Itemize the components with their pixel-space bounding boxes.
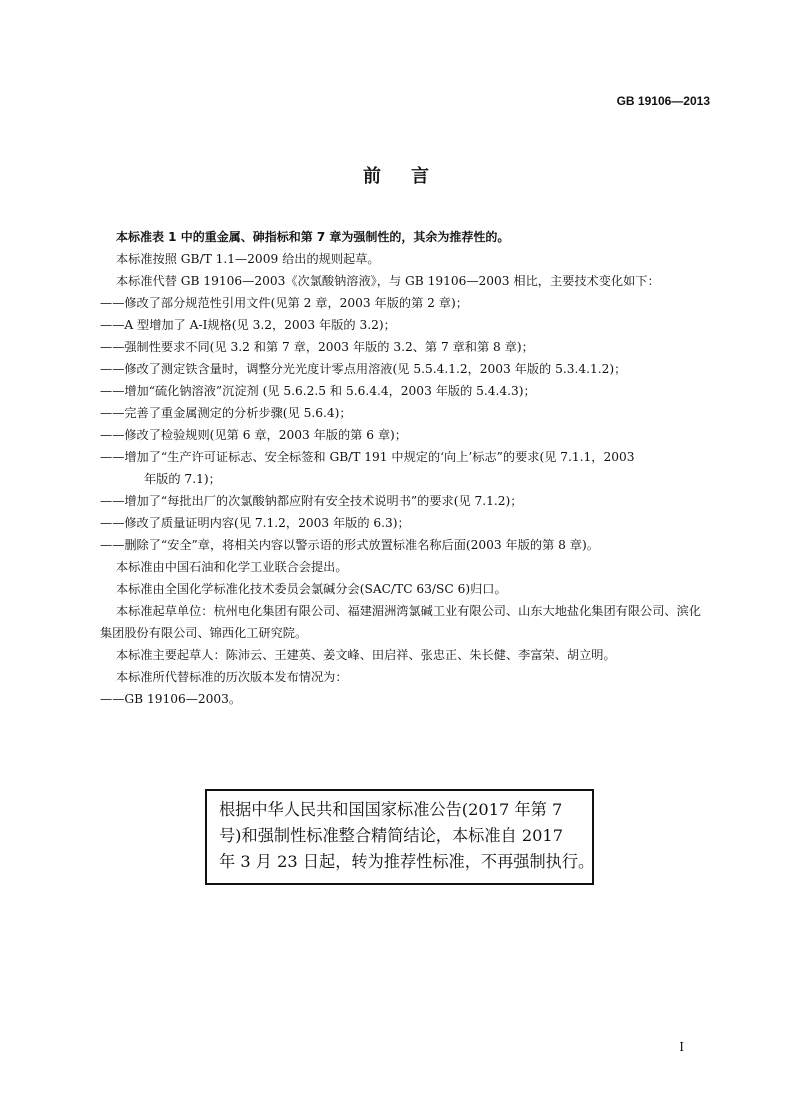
- change-item: ——修改了测定铁含量时，调整分光光度计零点用溶液(见 5.5.4.1.2，2003 年版的 5.3.4.1.2)；: [100, 362, 627, 376]
- committee-paragraph: 本标准由全国化学标准化技术委员会氯碱分会(SAC/TC 63/SC 6)归口。: [116, 582, 507, 596]
- change-item: ——修改了质量证明内容(见 7.1.2，2003 年版的 6.3)；: [100, 516, 410, 530]
- proposer-paragraph: 本标准由中国石油和化学工业联合会提出。: [116, 560, 348, 574]
- notice-line: 根据中华人民共和国国家标准公告(2017 年第 7: [219, 800, 563, 819]
- change-item: ——修改了部分规范性引用文件(见第 2 章，2003 年版的第 2 章)；: [100, 296, 468, 310]
- drafting-rule-paragraph: 本标准按照 GB/T 1.1—2009 给出的规则起草。: [116, 252, 380, 266]
- change-item: ——删除了“安全”章，将相关内容以警示语的形式放置标准名称后面(2003 年版的第 8 章)。: [100, 538, 599, 552]
- change-item: ——修改了检验规则(见第 6 章，2003 年版的第 6 章)；: [100, 428, 407, 442]
- notice-line: 号)和强制性标准整合精简结论，本标准自 2017: [219, 826, 564, 845]
- notice-box: [205, 789, 594, 885]
- change-item-continuation: 年版的 7.1)；: [144, 472, 221, 486]
- change-item: ——强制性要求不同(见 3.2 和第 7 章，2003 年版的 3.2、第 7 章和第 8 章)；: [100, 340, 534, 354]
- change-item: ——增加了“每批出厂的次氯酸钠都应附有安全技术说明书”的要求(见 7.1.2)；: [100, 494, 523, 508]
- replacement-paragraph: 本标准代替 GB 19106—2003《次氯酸钠溶液》，与 GB 19106—2003 相比，主要技术变化如下：: [116, 274, 660, 288]
- change-item: ——A 型增加了 A-Ⅰ规格(见 3.2，2003 年版的 3.2)；: [100, 318, 396, 332]
- foreword-content: [100, 226, 708, 710]
- page-number: I: [679, 1040, 684, 1054]
- drafting-units-paragraph: 本标准起草单位：杭州电化集团有限公司、福建湄洲湾氯碱工业有限公司、山东大地盐化集团有限公司、滨化集团股份有限公司、锦西化工研究院。: [100, 604, 701, 640]
- notice-line: 年 3 月 23 日起，转为推荐性标准，不再强制执行。: [219, 852, 595, 871]
- history-item: ——GB 19106—2003。: [100, 692, 242, 706]
- history-paragraph: 本标准所代替标准的历次版本发布情况为：: [116, 670, 348, 684]
- change-item: ——增加“硫化钠溶液”沉淀剂 (见 5.6.2.5 和 5.6.4.4，2003 年版的 5.4.4.3)；: [100, 384, 536, 398]
- standard-code: GB 19106—2013: [616, 94, 710, 108]
- page-title: 前言: [363, 166, 459, 187]
- change-item: ——增加了“生产许可证标志、安全标签和 GB/T 191 中规定的‘向上’标志”的要求(见 7.1.1，2003: [100, 450, 635, 464]
- mandatory-statement: 本标准表 1 中的重金属、砷指标和第 7 章为强制性的，其余为推荐性的。: [116, 230, 510, 244]
- drafters-paragraph: 本标准主要起草人：陈沛云、王建英、姜文峰、田启祥、张忠正、朱长健、李富荣、胡立明。: [116, 648, 616, 662]
- change-item: ——完善了重金属测定的分析步骤(见 5.6.4)；: [100, 406, 352, 420]
